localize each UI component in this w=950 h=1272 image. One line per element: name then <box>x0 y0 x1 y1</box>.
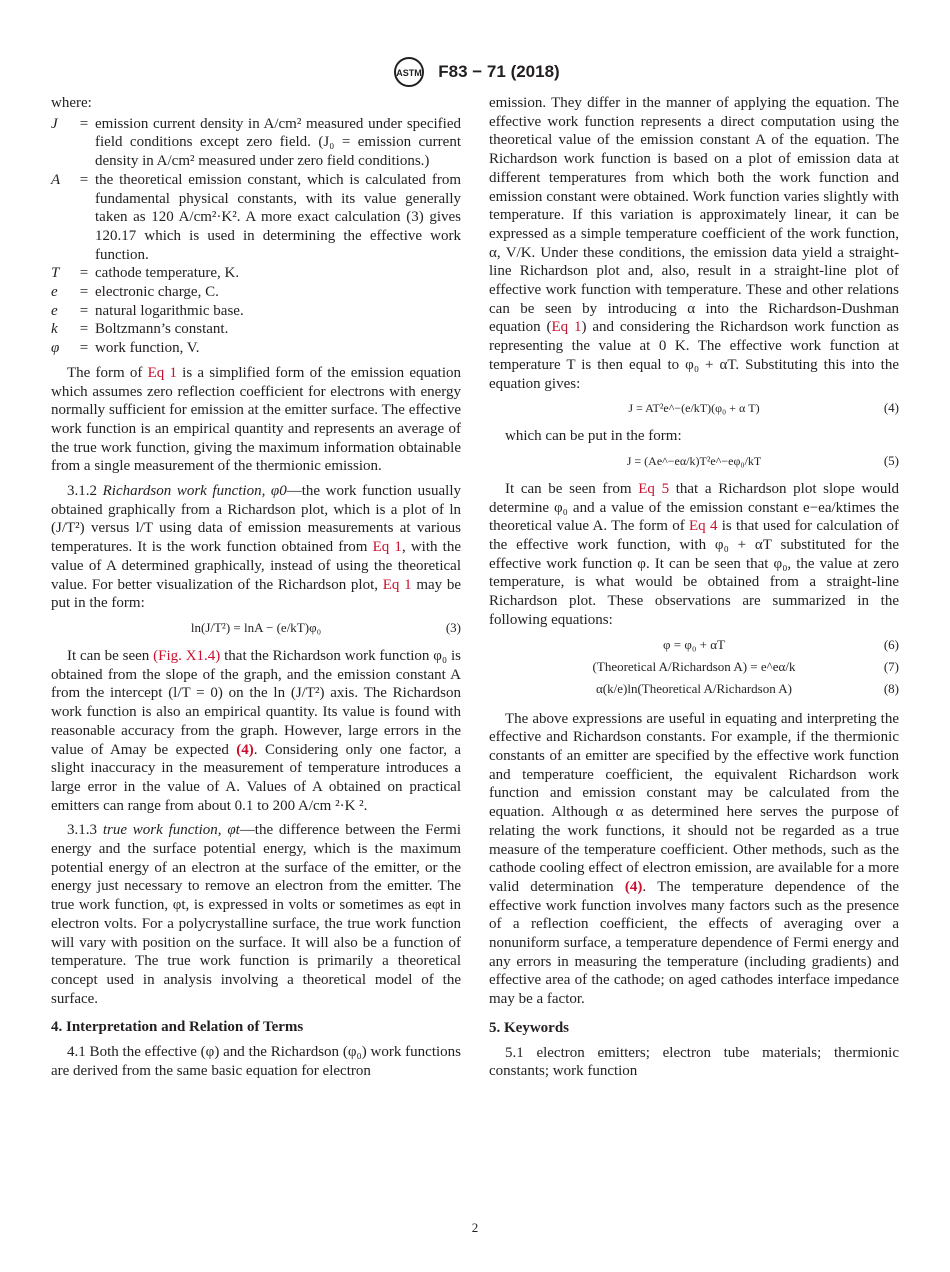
paragraph-3-1-2: 3.1.2 Richardson work function, φ0—the work function usually obtained graphically from a Richardson plot, which is a plot of ln (J/T²) versus l/T using data of emission measurements at various temperatures. It is the work function obtained from Eq 1, with the value of A determined graphically, instead of using the theoretical value. For better visualization of the Richardson plot, Eq 1 may be put in the form: <box>51 483 462 612</box>
definition-row <box>51 320 461 339</box>
paragraph-5-1: 5.1 electron emitters; electron tube materials; thermionic constants; work function <box>489 1044 899 1080</box>
equation-8: α(k/e)ln(Theoretical A/Richardson A) (8) <box>596 680 899 696</box>
equation-6: φ = φ₀ + αT (6) <box>663 636 899 652</box>
term-richardson: Richardson work function, φ0 <box>102 483 287 500</box>
definition-eq: = <box>79 284 89 301</box>
definition-sym: φ <box>51 340 60 357</box>
astm-logo-icon <box>390 56 428 88</box>
paragraph-seen: It can be seen (Fig. X1.4) that the Richardson work function φ₀ is obtained from the slope of the graph, and the emission constant A from the intercept (l/T = 0) on the ln (J/T²) axis. The Richardson work function is also an empirical quantity. Its value is found with reasonable accuracy from the graph. However, large errors in the value of Amay be expected (4). Considering only one factor, a slight inaccuracy in the measurement of temperature introduces a large error in the value of A. Values of A obtained on practical emitters can range from about 0.1 to 200 A/cm ²·K ². <box>51 647 462 814</box>
paragraph-which: which can be put in the form: <box>505 428 682 445</box>
paragraph-continued: emission. They differ in the manner of applying the equation. The effective work function represents a direct computation using the theoretical value of the emission constant A of the equation. The Richardson work function is based on a plot of emission data at different temperatures from which both the work function and emission constant were obtained. Work function varies slightly with temperature. If this variation is approximately linear, it can be expressed as a simple temperature coefficient of the work function, α, V/K. Under these conditions, the emission data yield a straight-line Richardson plot and, also, result in a straight-line plot of effective work function with temperature. These and other relations can be seen by introducing α into the Richardson-Dushman equation (Eq 1) and considering the Richardson work function as representing the value at 0 K. The effective work function at temperature T is then equal to φ₀ + αT. Substituting this into the equation gives: <box>489 95 900 392</box>
definition-desc: emission current density in A/cm² measured under specified field conditions except zero field. (J₀ = emission current density in A/cm² measured under zero field conditions.) <box>95 115 461 170</box>
definition-row <box>51 171 461 265</box>
section-4-heading: 4. Interpretation and Relation of Terms <box>51 1019 304 1036</box>
definition-eq: = <box>79 115 89 132</box>
definition-desc: natural logarithmic base. <box>95 302 244 319</box>
definition-row <box>51 115 461 171</box>
page-header <box>0 56 950 88</box>
definition-row <box>51 283 461 302</box>
definition-desc: Boltzmann’s constant. <box>95 321 229 338</box>
paragraph-eq5: It can be seen from Eq 5 that a Richardson plot slope would determine φ₀ and a value of the emission constant e−ea/ktimes the theoretical value A. The form of Eq 4 is that used for calculation of the effective work function, with φ₀ + αT substituted for the effective work function φ. It can be seen that φ₀, the value at zero temperature, is what would be obtained from a straight-line Richardson plot. These observations are summarized in the following equations: <box>489 480 900 628</box>
eq1-link[interactable]: Eq 1 <box>147 364 177 381</box>
definitions-table <box>51 115 461 358</box>
definition-desc: the theoretical emission constant, which is calculated from fundamental physical constants, with its value generally taken as 120 A/cm²·K². A more exact calculation (3) gives 120.17 which is used in determining the effective work function. <box>95 171 461 263</box>
paragraph-form: The form of Eq 1 is a simplified form of the emission equation which assumes zero reflection coefficient for electrons with energy normally sufficient for emission at the emitter surface. The effective work function is an empirical quantity and represents an average of the true work function, giving the maximum information obtainable from a single measurement of the thermionic emission. <box>51 364 461 475</box>
eq5-link[interactable]: Eq 5 <box>638 480 670 497</box>
section-5-heading: 5. Keywords <box>489 1019 569 1036</box>
definition-sym: A <box>51 171 61 188</box>
eq4-link[interactable]: Eq 4 <box>689 518 718 535</box>
eq1-link[interactable]: Eq 1 <box>382 576 412 593</box>
definition-sym: e <box>51 284 58 301</box>
definition-eq: = <box>79 171 89 188</box>
left-column <box>51 94 461 1086</box>
definition-row <box>51 339 461 358</box>
ref-4-link[interactable]: (4) <box>236 741 254 758</box>
equation-7: (Theoretical A/Richardson A) = e^eα/k (7) <box>592 658 899 674</box>
document-id: F83 − 71 (2018) <box>438 62 560 81</box>
definition-eq: = <box>79 321 89 338</box>
svg-text:ASTM: ASTM <box>396 68 423 78</box>
equation-4: J = AT²e^−(e/kT)(φ₀ + α T) (4) <box>628 400 899 416</box>
definition-desc: electronic charge, C. <box>95 284 219 301</box>
paragraph-3-1-3: 3.1.3 true work function, φt—the difference between the Fermi energy and the surface potential energy, which is the maximum potential energy of an electron at the surface of the emitter, or the energy just necessary to remove an electron from the emitter. The true work function, φt, is expressed in volts or sometimes as eφt in electron volts. For a polycrystalline surface, the true work function will vary with position on the surface. It will also be a function of temperature. The true work function is primarily a theoretical concept used in analysis involving a theoretical model of the surface. <box>51 822 462 1007</box>
definition-sym: J <box>51 115 58 132</box>
ref-4-link[interactable]: (4) <box>624 878 643 895</box>
definition-desc: cathode temperature, K. <box>95 265 240 282</box>
eq1-link[interactable]: Eq 1 <box>551 319 582 336</box>
definition-eq: = <box>79 265 89 282</box>
term-true: true work function, φt <box>102 822 240 839</box>
where-label: where: <box>51 95 92 111</box>
eq1-link[interactable]: Eq 1 <box>372 539 402 556</box>
definition-row <box>51 264 461 283</box>
definition-sym: e <box>51 302 58 319</box>
paragraph-above: The above expressions are useful in equating and interpreting the effective and Richardson constants. For example, if the thermionic constants of an emitter are specified by the effective work function and temperature coefficient, the equivalent Richardson work function and emission constant may be calculated from the equation. Although α as determined here serves the purpose of relating the work functions, it should not be regarded as a true measure of the temperature coefficient. Other methods, such as the cathode cooling effect of electron emission, are available for a more valid determination (4). The temperature dependence of the effective work function involves many factors such as the presence of a reflection coefficient, the effects of averaging over a nonuniform surface, a temperature dependence of Fermi energy and any errors in measuring the temperature (including gradients) and effective area of the cathode; on aged cathodes interface impedance may be a factor. <box>489 710 899 1008</box>
right-column <box>489 94 899 1087</box>
fig-x1-4-link[interactable]: (Fig. X1.4) <box>153 647 221 664</box>
equation-3: ln(J/T²) = lnA − (e/kT)φ₀ (3) <box>190 619 461 635</box>
definition-eq: = <box>79 340 89 357</box>
definition-desc: work function, V. <box>95 340 200 357</box>
page-number: 2 <box>471 1220 479 1235</box>
equation-5: J = (Ae^−eα/k)T²e^−eφ₀/kT (5) <box>626 452 899 468</box>
definition-eq: = <box>79 302 89 319</box>
definition-sym: k <box>51 321 58 338</box>
definition-row <box>51 302 461 321</box>
paragraph-4-1: 4.1 Both the effective (φ) and the Richardson (φ₀) work functions are derived from the same basic equation for electron <box>51 1044 461 1079</box>
definition-sym: T <box>51 265 60 282</box>
